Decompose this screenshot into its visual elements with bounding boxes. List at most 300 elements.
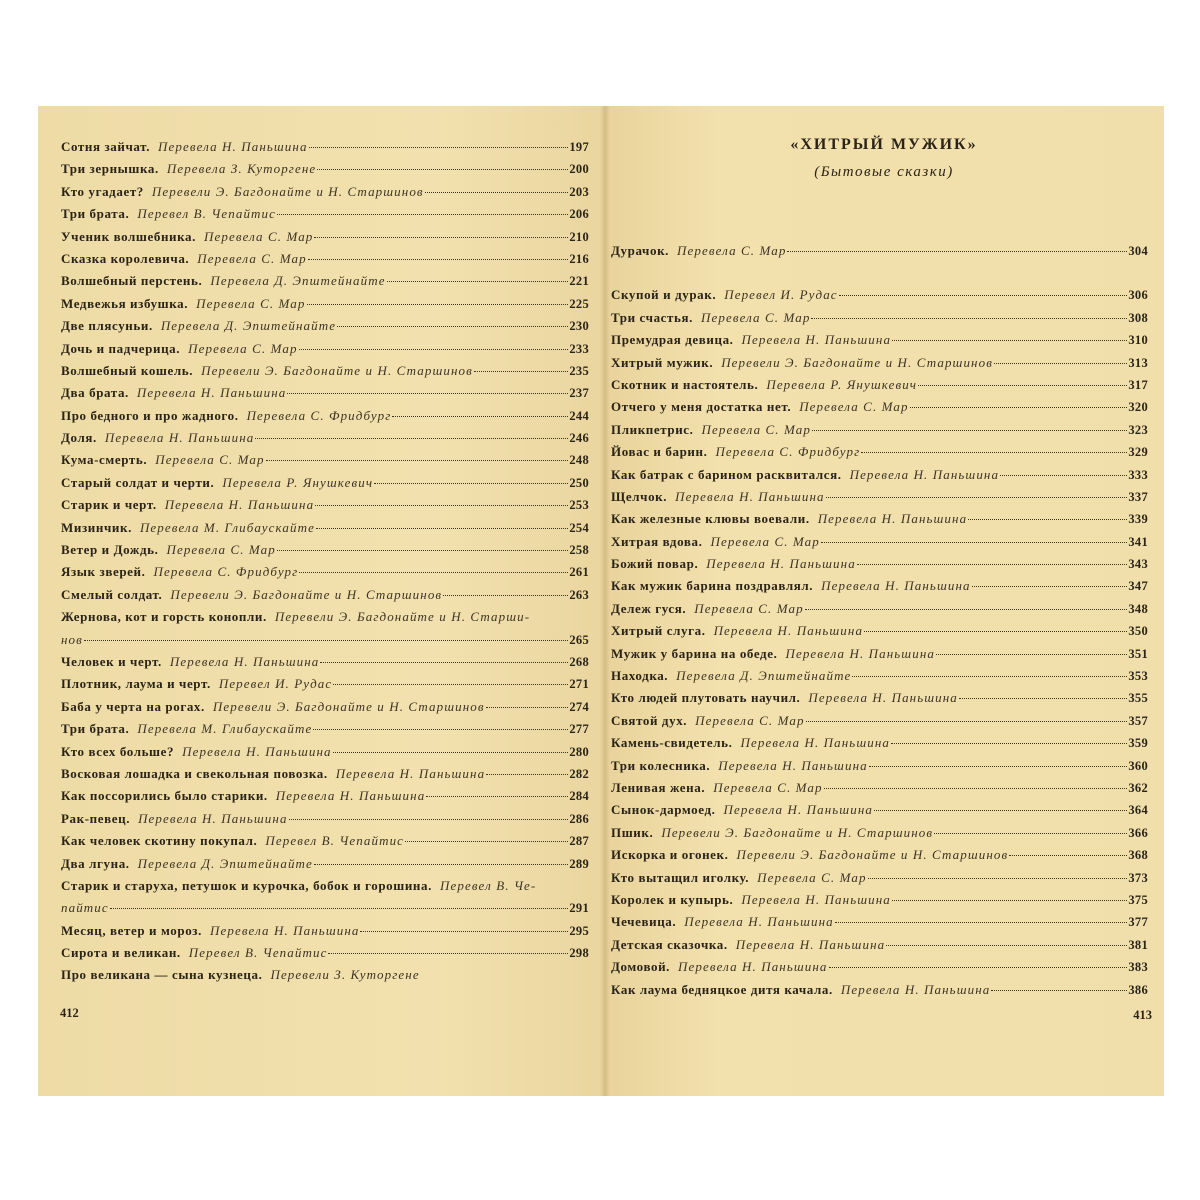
- toc-entry: [61, 338, 589, 360]
- dot-leader: [289, 819, 569, 820]
- entry-title: Хитрая вдова.: [611, 533, 703, 549]
- entry-page-number: 375: [1128, 892, 1148, 907]
- dot-leader: [309, 147, 569, 148]
- entry-title: Хитрый мужик.: [611, 354, 714, 370]
- entry-translator: Перевела С. Мар: [694, 600, 804, 616]
- dot-leader: [829, 967, 1128, 968]
- entry-title: Медвежья избушка.: [61, 295, 189, 311]
- dot-leader: [299, 349, 569, 350]
- entry-title: Пшик.: [611, 824, 654, 840]
- toc-entry: [61, 920, 589, 942]
- entry-page-number: 339: [1128, 512, 1148, 527]
- toc-entry: [61, 897, 589, 919]
- toc-entry: [61, 785, 589, 807]
- entry-translator: Перевела Н. Паньшина: [182, 743, 332, 759]
- toc-entry: [611, 710, 1148, 732]
- toc-entry: [61, 942, 589, 964]
- entry-translator: Перевел В. Чепайтис: [137, 206, 277, 222]
- dot-leader: [316, 528, 568, 529]
- entry-title: Сынок-дармоед.: [611, 802, 716, 818]
- entry-title: Сирота и великан.: [61, 945, 181, 961]
- entry-title: Рак-певец.: [61, 810, 131, 826]
- entry-page-number: 284: [569, 789, 589, 804]
- dot-leader: [857, 564, 1128, 565]
- toc-entry: [611, 956, 1148, 978]
- dot-leader: [994, 363, 1127, 364]
- entry-page-number: 235: [569, 363, 589, 378]
- toc-entry: [611, 732, 1148, 754]
- entry-page-number: 306: [1128, 288, 1148, 303]
- entry-page-number: 362: [1128, 780, 1148, 795]
- entry-translator: нов: [61, 631, 83, 647]
- entry-translator: Перевели Э. Багдонайте и Н. Старшинов: [736, 847, 1009, 863]
- entry-page-number: 383: [1128, 960, 1148, 975]
- entry-page-number: 333: [1128, 467, 1148, 482]
- entry-translator: Перевели Э. Багдонайте и Н. Старшинов: [212, 698, 485, 714]
- toc-entry: [61, 741, 589, 763]
- entry-page-number: 304: [1128, 244, 1148, 258]
- entry-title: Кто всех больше?: [61, 743, 175, 759]
- entry-page-number: 373: [1128, 870, 1148, 885]
- entry-translator: Перевела С. Мар: [155, 452, 265, 468]
- dot-leader: [333, 752, 569, 753]
- dot-leader: [320, 662, 568, 663]
- entry-translator: Перевела Н. Паньшина: [821, 578, 971, 594]
- entry-translator: Перевела С. Мар: [701, 309, 811, 325]
- entry-title: Детская сказочка.: [611, 936, 728, 952]
- toc-entry: [611, 598, 1148, 620]
- toc-entry: [611, 508, 1148, 530]
- entry-translator: Перевела С. Мар: [197, 250, 307, 266]
- entry-title: Скотник и настоятель.: [611, 376, 759, 392]
- entry-title: Находка.: [611, 668, 669, 684]
- entry-translator: Перевела Н. Паньшина: [158, 139, 308, 154]
- entry-title: Три брата.: [61, 721, 130, 737]
- entry-page-number: 377: [1128, 915, 1148, 930]
- entry-title: Домовой.: [611, 959, 671, 975]
- dot-leader: [425, 192, 569, 193]
- toc-entry: [611, 464, 1148, 486]
- entry-translator: Перевели Э. Багдонайте и Н. Старшинов: [661, 824, 934, 840]
- toc-entry: [611, 822, 1148, 844]
- entry-title: Три зернышка.: [61, 161, 159, 177]
- entry-translator: Перевела Н. Паньшина: [275, 788, 426, 804]
- entry-title: Язык зверей.: [61, 564, 146, 580]
- toc-entry: [61, 673, 589, 695]
- entry-translator: Перевела С. Мар: [757, 869, 867, 885]
- entry-translator: пайтис: [61, 900, 109, 916]
- entry-title: Ленивая жена.: [611, 779, 706, 795]
- entry-translator: Перевела М. Глибаускайте: [139, 519, 315, 535]
- entry-translator: Перевела С. Мар: [166, 542, 276, 558]
- entry-translator: Перевела Н. Паньшина: [713, 623, 864, 639]
- dot-leader: [474, 371, 568, 372]
- dot-leader: [315, 505, 568, 506]
- toc-entry: [611, 665, 1148, 687]
- entry-translator: Перевела С. Мар: [695, 712, 805, 728]
- dot-leader: [360, 931, 568, 932]
- toc-entry: [611, 575, 1148, 597]
- entry-page-number: 320: [1128, 400, 1148, 415]
- entry-translator: Перевела Н. Паньшина: [849, 466, 1000, 482]
- entry-title: Скупой и дурак.: [611, 287, 717, 303]
- entry-translator: Перевела Н. Паньшина: [209, 922, 360, 938]
- entry-translator: Перевела С. Мар: [204, 228, 314, 244]
- entry-title: Волшебный перстень.: [61, 273, 203, 289]
- toc-entry: [611, 553, 1148, 575]
- entry-translator: Перевела Р. Янушкевич: [766, 376, 918, 392]
- entry-page-number: 351: [1128, 646, 1148, 661]
- entry-title: Как поссорились было старики.: [61, 788, 268, 804]
- entry-title: Баба у черта на рогах.: [61, 698, 205, 714]
- dot-leader: [110, 908, 569, 909]
- entry-page-number: 291: [569, 901, 589, 916]
- entry-title: Старик и старуха, петушок и курочка, бобок и горошина.: [61, 877, 432, 893]
- entry-title: Мужик у барина на обеде.: [611, 645, 778, 661]
- entry-translator: Перевела Д. Эпштейнайте: [160, 318, 337, 334]
- dot-leader: [852, 676, 1127, 677]
- toc-entry: [611, 889, 1148, 911]
- toc-entry: [61, 181, 589, 203]
- dot-leader: [84, 640, 568, 641]
- dot-leader: [991, 990, 1127, 991]
- entry-page-number: 347: [1128, 579, 1148, 594]
- dot-leader: [266, 460, 569, 461]
- toc-entry: [61, 606, 589, 628]
- entry-page-number: 253: [569, 498, 589, 513]
- entry-page-number: 366: [1128, 825, 1148, 840]
- entry-page-number: 237: [569, 386, 589, 401]
- entry-translator: Перевел В. Че-: [439, 877, 537, 893]
- entry-translator: Перевела Н. Паньшина: [741, 891, 891, 907]
- entry-translator: Перевела Н. Паньшина: [684, 914, 834, 930]
- entry-title: Кто угадает?: [61, 183, 144, 199]
- toc-entry: [611, 867, 1148, 889]
- entry-page-number: 246: [569, 431, 589, 446]
- entry-page-number: 329: [1128, 445, 1148, 460]
- toc-entry: [61, 405, 589, 427]
- spacer: [611, 262, 1148, 284]
- entry-page-number: 248: [569, 453, 589, 468]
- entry-translator: Перевели З. Куторгене: [270, 967, 420, 983]
- toc-entry: [61, 158, 589, 180]
- toc-entry: [611, 240, 1148, 262]
- toc-entry: [61, 718, 589, 740]
- dot-leader: [314, 864, 568, 865]
- toc-entry: [61, 248, 589, 270]
- entry-translator: Перевела С. Мар: [799, 399, 909, 415]
- entry-translator: Перевел В. Чепайтис: [188, 945, 328, 961]
- entry-page-number: 216: [569, 251, 589, 266]
- toc-entry: [61, 226, 589, 248]
- entry-title: Как лаума бедняцкое дитя качала.: [611, 981, 833, 997]
- entry-page-number: 348: [1128, 601, 1148, 616]
- dot-leader: [313, 729, 568, 730]
- toc-entry: [611, 911, 1148, 933]
- right-toc-list: [611, 240, 1148, 1001]
- entry-title: Три колесника.: [611, 757, 711, 773]
- toc-entry: [61, 561, 589, 583]
- entry-translator: Перевела С. Мар: [677, 243, 787, 258]
- toc-entry: [611, 687, 1148, 709]
- toc-entry: [61, 763, 589, 785]
- entry-page-number: 197: [569, 140, 589, 154]
- toc-entry: [61, 584, 589, 606]
- left-page-number: 412: [60, 1006, 79, 1020]
- entry-title: Дочь и падчерица.: [61, 340, 181, 356]
- entry-title: Премудрая девица.: [611, 332, 734, 348]
- dot-leader: [869, 766, 1128, 767]
- toc-entry: [611, 419, 1148, 441]
- entry-translator: Перевела Д. Эпштейнайте: [210, 273, 386, 289]
- dot-leader: [910, 407, 1128, 408]
- toc-entry: [61, 875, 589, 897]
- entry-page-number: 254: [569, 520, 589, 535]
- entry-page-number: 277: [569, 722, 589, 737]
- toc-entry: [611, 620, 1148, 642]
- entry-title: Щелчок.: [611, 488, 668, 504]
- entry-translator: Перевела Н. Паньшина: [817, 511, 968, 527]
- toc-entry: [61, 360, 589, 382]
- entry-title: Про великана — сына кузнеца.: [61, 967, 263, 983]
- toc-entry: [61, 315, 589, 337]
- entry-title: Кто вытащил иголку.: [611, 869, 750, 885]
- entry-title: Дележ гуся.: [611, 600, 687, 616]
- toc-entry: [61, 830, 589, 852]
- entry-page-number: 353: [1128, 669, 1148, 684]
- toc-entry: [61, 808, 589, 830]
- section-title: «ХИТРЫЙ МУЖИК»: [790, 136, 978, 153]
- entry-translator: Перевела Н. Паньшина: [785, 645, 935, 661]
- section-subtitle: (Бытовые сказки): [814, 164, 954, 180]
- entry-page-number: 225: [569, 296, 589, 311]
- toc-entry: [61, 136, 589, 158]
- entry-page-number: 337: [1128, 489, 1148, 504]
- entry-title: Плотник, лаума и черт.: [61, 676, 211, 692]
- entry-page-number: 360: [1128, 758, 1148, 773]
- entry-title: Кума-смерть.: [61, 452, 148, 468]
- entry-title: Ученик волшебника.: [61, 228, 196, 244]
- entry-page-number: 200: [569, 162, 589, 177]
- entry-translator: Перевели Э. Багдонайте и Н. Старшинов: [721, 354, 993, 370]
- entry-page-number: 250: [569, 475, 589, 490]
- toc-entry: [611, 777, 1148, 799]
- toc-entry: [61, 472, 589, 494]
- entry-page-number: 258: [569, 543, 589, 558]
- entry-translator: Перевел В. Чепайтис: [265, 833, 405, 849]
- toc-entry: [611, 934, 1148, 956]
- dot-leader: [308, 259, 569, 260]
- entry-title: Мизинчик.: [61, 519, 132, 535]
- entry-title: Кто людей плутовать научил.: [611, 690, 801, 706]
- entry-title: Волшебный кошель.: [61, 362, 194, 378]
- dot-leader: [826, 497, 1128, 498]
- entry-translator: Перевел И. Рудас: [218, 676, 333, 692]
- entry-title: Три счастья.: [611, 309, 694, 325]
- dot-leader: [959, 698, 1127, 699]
- toc-entry: [61, 449, 589, 471]
- toc-entry: [61, 293, 589, 315]
- entry-translator: Перевела Н. Паньшина: [735, 936, 886, 952]
- toc-entry: [61, 964, 589, 986]
- dot-leader: [314, 237, 568, 238]
- entry-translator: Перевела С. Мар: [710, 533, 820, 549]
- entry-title: Как железные клювы воевали.: [611, 511, 810, 527]
- dot-leader: [255, 438, 568, 439]
- toc-entry: [611, 329, 1148, 351]
- book-gutter: [600, 106, 610, 1096]
- dot-leader: [317, 169, 568, 170]
- entry-translator: Перевела Н. Паньшина: [104, 430, 255, 446]
- entry-page-number: 341: [1128, 534, 1148, 549]
- left-page: [38, 106, 604, 1096]
- entry-title: Божий повар.: [611, 556, 699, 572]
- entry-translator: Перевела Д. Эпштейнайте: [137, 855, 313, 871]
- entry-page-number: 368: [1128, 848, 1148, 863]
- entry-translator: Перевела С. Мар: [701, 421, 811, 437]
- toc-entry: [61, 270, 589, 292]
- entry-translator: Перевел И. Рудас: [724, 287, 838, 303]
- entry-translator: Перевела Н. Паньшина: [840, 981, 991, 997]
- entry-translator: Перевела С. Фридбург: [246, 407, 392, 423]
- entry-page-number: 203: [569, 184, 589, 199]
- entry-translator: Перевела Н. Паньшина: [138, 810, 288, 826]
- dot-leader: [1009, 855, 1127, 856]
- entry-title: Жернова, кот и горсть конопли.: [61, 609, 267, 625]
- entry-translator: Перевела Н. Паньшина: [136, 385, 287, 401]
- entry-title: Отчего у меня достатка нет.: [611, 399, 792, 415]
- entry-page-number: 313: [1128, 355, 1148, 370]
- dot-leader: [426, 796, 568, 797]
- entry-title: Восковая лошадка и свекольная повозка.: [61, 765, 328, 781]
- entry-translator: Перевела С. Мар: [713, 779, 823, 795]
- entry-page-number: 386: [1128, 982, 1148, 997]
- entry-title: Сказка королевича.: [61, 250, 190, 266]
- entry-title: Королек и купырь.: [611, 891, 734, 907]
- dot-leader: [839, 295, 1128, 296]
- entry-translator: Перевела Н. Паньшина: [740, 735, 890, 751]
- entry-page-number: 206: [569, 207, 589, 222]
- entry-page-number: 364: [1128, 803, 1148, 818]
- dot-leader: [806, 721, 1128, 722]
- entry-page-number: 287: [569, 834, 589, 849]
- toc-entry: [611, 643, 1148, 665]
- dot-leader: [968, 519, 1127, 520]
- entry-title: Искорка и огонек.: [611, 847, 729, 863]
- dot-leader: [934, 833, 1127, 834]
- dot-leader: [805, 609, 1128, 610]
- right-page-number: 413: [1133, 1008, 1152, 1022]
- entry-translator: Перевела Н. Паньшина: [706, 556, 856, 572]
- entry-translator: Перевела Н. Паньшина: [169, 653, 320, 669]
- toc-entry: [61, 517, 589, 539]
- entry-page-number: 359: [1128, 736, 1148, 751]
- entry-title: Месяц, ветер и мороз.: [61, 922, 202, 938]
- dot-leader: [787, 251, 1127, 252]
- entry-title: Ветер и Дождь.: [61, 542, 159, 558]
- entry-page-number: 357: [1128, 713, 1148, 728]
- entry-page-number: 271: [569, 677, 589, 692]
- toc-entry: [61, 427, 589, 449]
- left-toc-list: [61, 136, 589, 987]
- entry-translator: Перевела З. Куторгене: [166, 161, 317, 177]
- toc-entry: [61, 696, 589, 718]
- entry-translator: Перевели Э. Багдонайте и Н. Старшинов: [151, 183, 424, 199]
- dot-leader: [972, 586, 1128, 587]
- entry-page-number: 263: [569, 587, 589, 602]
- toc-entry: [611, 979, 1148, 1001]
- entry-title: Человек и черт.: [61, 653, 162, 669]
- entry-page-number: 282: [569, 766, 589, 781]
- dot-leader: [864, 631, 1127, 632]
- entry-page-number: 323: [1128, 422, 1148, 437]
- toc-entry: [611, 396, 1148, 418]
- entry-title: Камень-свидетель.: [611, 735, 733, 751]
- entry-translator: Перевела С. Мар: [188, 340, 298, 356]
- toc-entry: [61, 382, 589, 404]
- dot-leader: [892, 340, 1127, 341]
- entry-title: Йовас и барин.: [611, 444, 708, 460]
- entry-translator: Перевела Н. Паньшина: [723, 802, 873, 818]
- entry-translator: Перевела С. Фридбург: [153, 564, 299, 580]
- entry-page-number: 230: [569, 319, 589, 334]
- entry-translator: Перевела Н. Паньшина: [164, 497, 315, 513]
- toc-entry: [611, 799, 1148, 821]
- entry-title: Как батрак с барином расквитался.: [611, 466, 842, 482]
- entry-title: Старик и черт.: [61, 497, 157, 513]
- toc-entry: [61, 203, 589, 225]
- dot-leader: [861, 452, 1127, 453]
- dot-leader: [812, 430, 1127, 431]
- entry-page-number: 298: [569, 946, 589, 961]
- toc-entry: [611, 284, 1148, 306]
- entry-translator: Перевела Н. Паньшина: [675, 488, 825, 504]
- toc-entry: [61, 539, 589, 561]
- entry-page-number: 221: [569, 274, 589, 289]
- entry-page-number: 310: [1128, 333, 1148, 348]
- entry-title: Чечевица.: [611, 914, 677, 930]
- dot-leader: [443, 595, 568, 596]
- toc-entry: [61, 651, 589, 673]
- entry-translator: Перевела Н. Паньшина: [718, 757, 868, 773]
- entry-page-number: 289: [569, 856, 589, 871]
- entry-translator: Перевела Р. Янушкевич: [222, 474, 374, 490]
- entry-translator: Перевела Д. Эпштейнайте: [676, 668, 852, 684]
- dot-leader: [337, 326, 568, 327]
- dot-leader: [891, 743, 1127, 744]
- toc-entry: [611, 307, 1148, 329]
- entry-page-number: 244: [569, 408, 589, 423]
- entry-title: Как человек скотину покупал.: [61, 833, 258, 849]
- entry-translator: Перевели Э. Багдонайте и Н. Старшинов: [170, 586, 443, 602]
- entry-page-number: 268: [569, 654, 589, 669]
- entry-translator: Перевела Н. Паньшина: [678, 959, 828, 975]
- entry-title: Две плясуньи.: [61, 318, 153, 334]
- toc-entry: [61, 494, 589, 516]
- toc-entry: [611, 486, 1148, 508]
- entry-translator: Перевели Э. Багдонайте и Н. Старшинов: [201, 362, 473, 378]
- entry-page-number: 308: [1128, 310, 1148, 325]
- dot-leader: [936, 654, 1127, 655]
- entry-title: Доля.: [61, 430, 97, 446]
- entry-title: Три брата.: [61, 206, 130, 222]
- dot-leader: [392, 416, 568, 417]
- entry-page-number: 295: [569, 923, 589, 938]
- dot-leader: [277, 550, 568, 551]
- dot-leader: [387, 281, 569, 282]
- dot-leader: [374, 483, 568, 484]
- dot-leader: [1000, 475, 1127, 476]
